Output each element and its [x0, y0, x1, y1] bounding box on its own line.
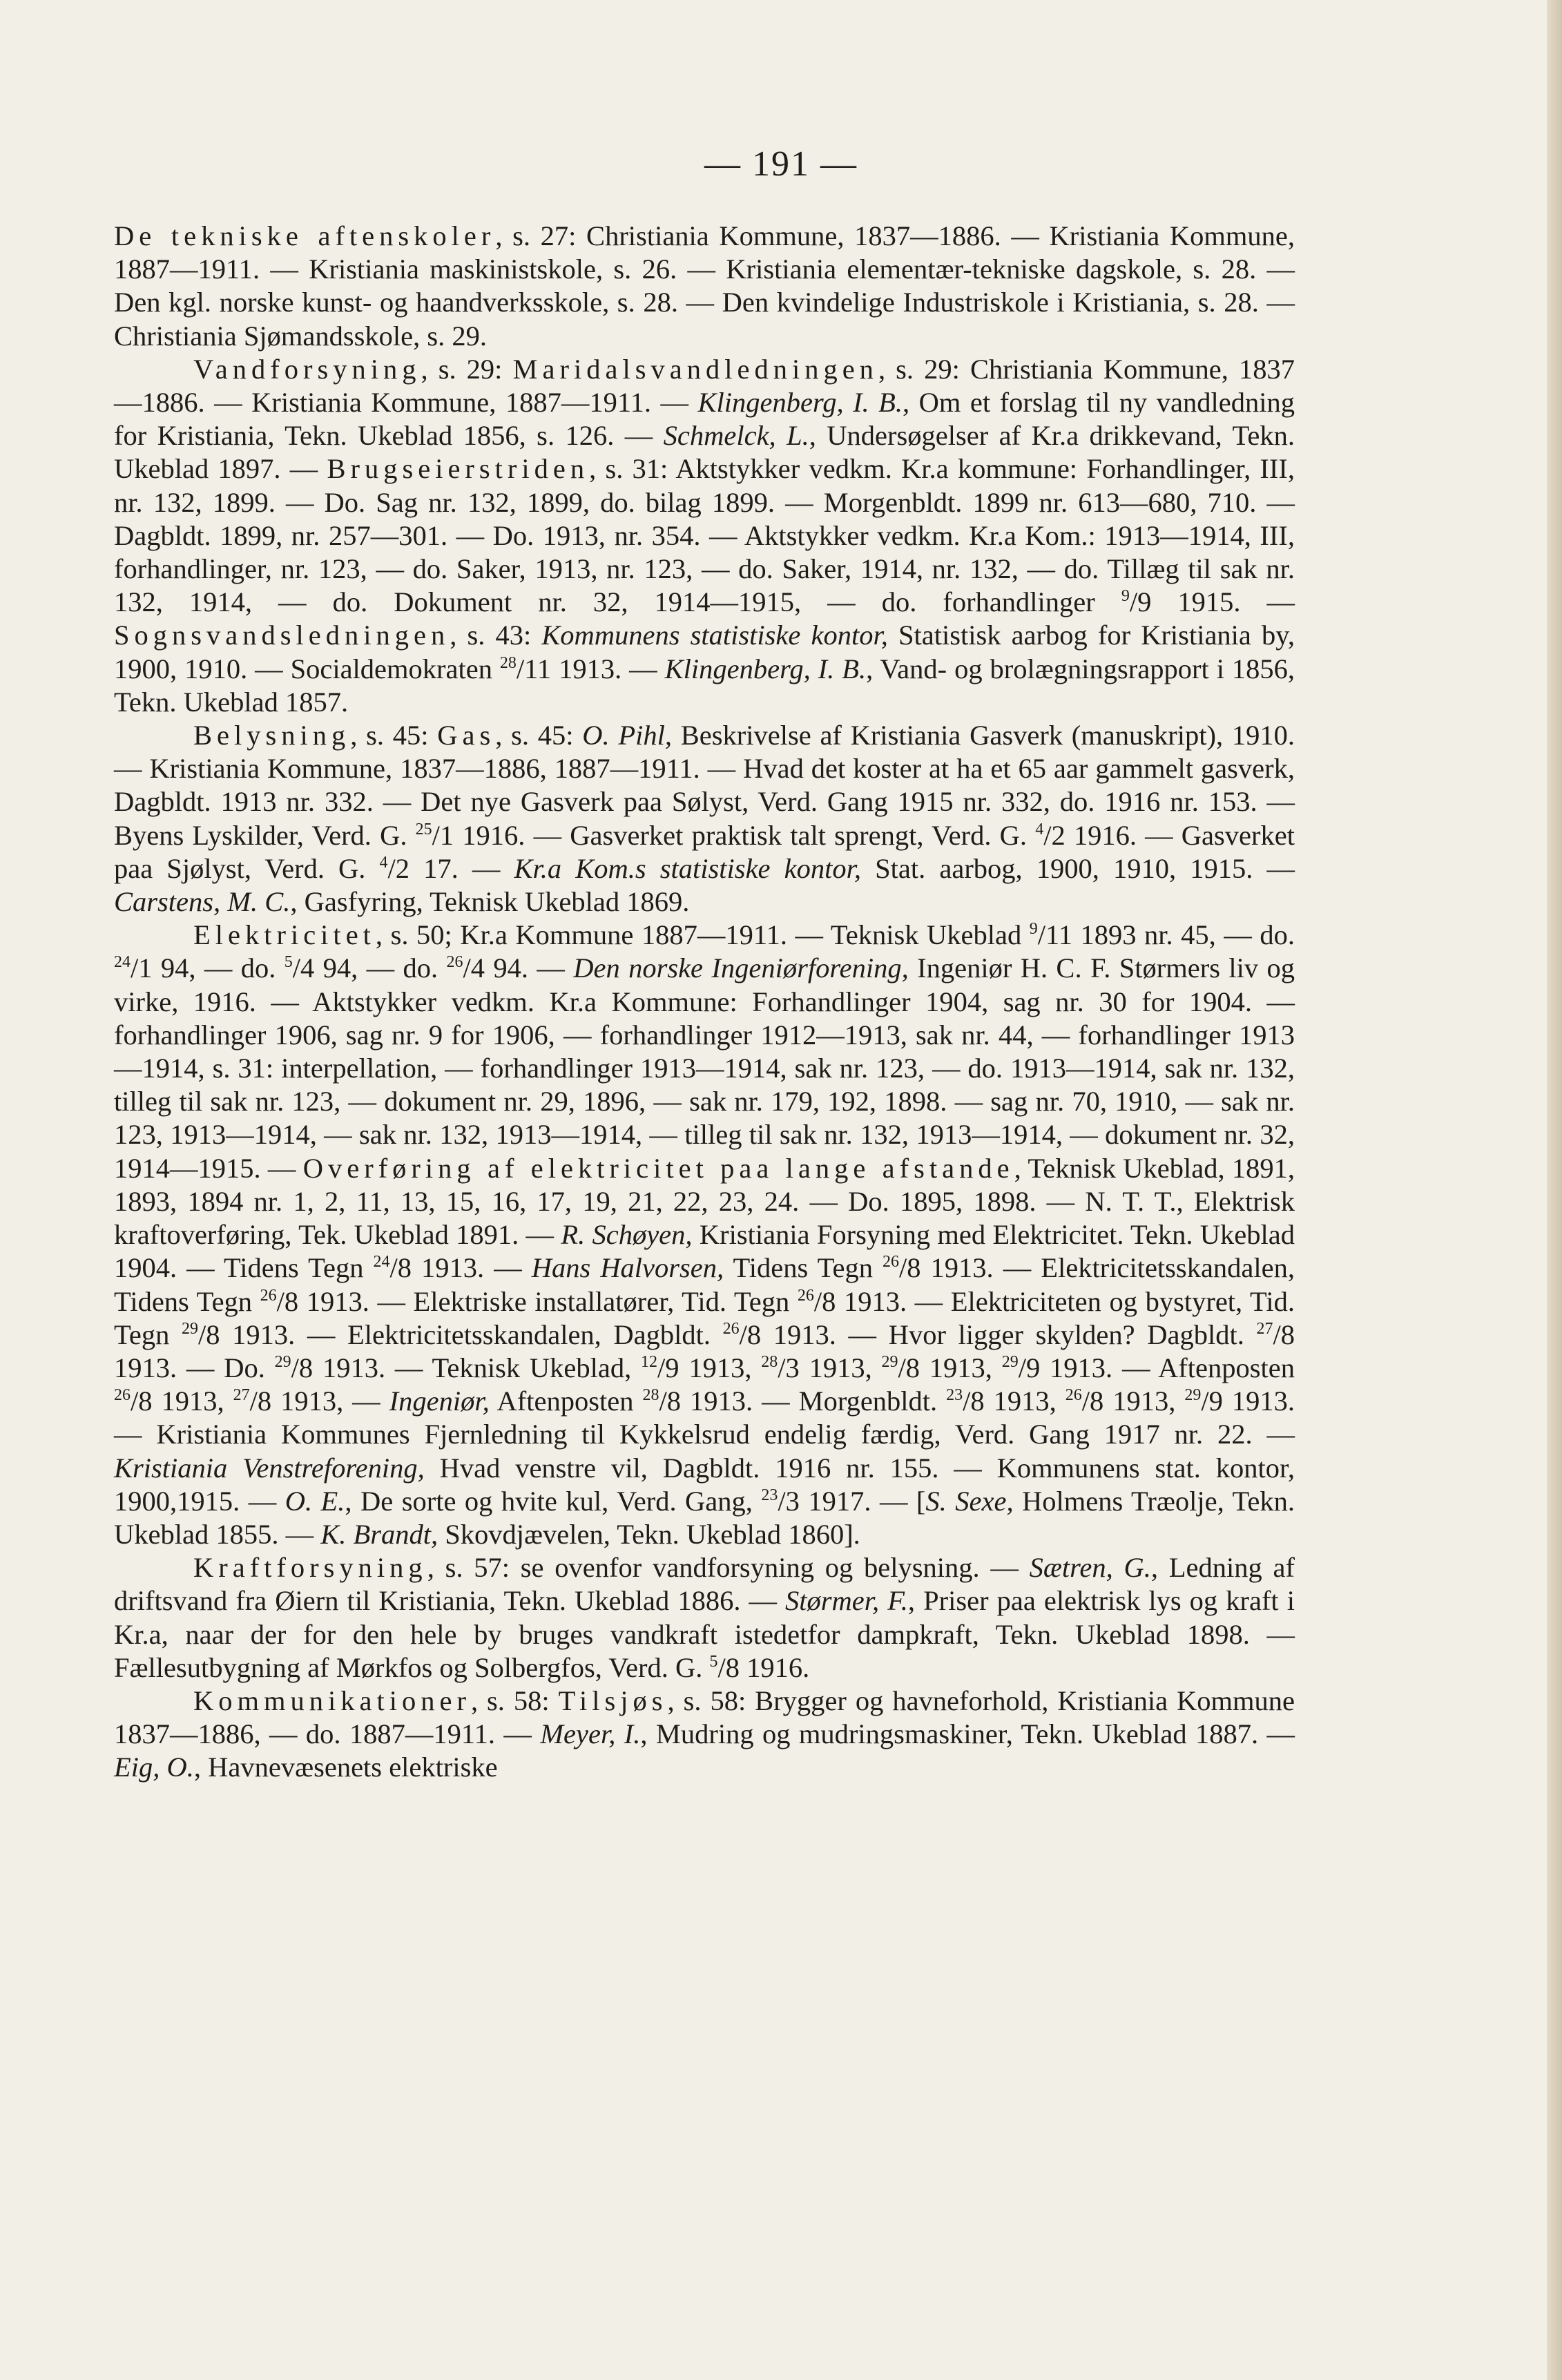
text-run: /8 1913,	[131, 1385, 233, 1417]
text-run: , s. 29:	[421, 353, 513, 385]
text-run: /9 1915. —	[1129, 586, 1295, 618]
text-run: /11 1913. —	[516, 653, 665, 684]
text-run: /8 1913,	[1081, 1385, 1185, 1417]
text-run: /8 1913. — Teknisk Ukeblad,	[291, 1352, 642, 1383]
italic-reference: Størmer, F.	[785, 1585, 908, 1617]
text-run: /8 1913. — Elektriciteten og bystyret, Tid. Tegn	[114, 1285, 1295, 1350]
text-run: Ingeniør H. C. F. Størmers liv og virke, 1916. — Aktstykker vedkm. Kr.a Kommune: Forhandlinger 1904, sag nr. 30 for 1904. — forhandlinger 1906, sag nr. 9 for 1906, — forhandlinger 1912—1913, sak nr. 44, — forhandlinger 1913—1914, s. 31: interpellation, — forhandlinger 1913—1914, sak nr. 123, — do. 1913—1914, sak nr. 132, tilleg til sak nr. 123, — dokument nr. 29, 1896, — sak nr. 179, 192, 1898. — sag nr. 70, 1910, — sak nr. 123, 1913—1914, — sak nr. 132, 1913—1914, — tilleg til sak nr. 132, 1913—1914, — dokument nr. 32, 1914—1915. —	[114, 952, 1295, 1184]
superscript: 24	[114, 953, 131, 972]
text-run: Aftenposten	[489, 1385, 643, 1417]
text-run: /1 1916. — Gasverket praktisk talt sprengt, Verd. G.	[432, 819, 1036, 851]
section-heading: Brugseierstriden	[327, 453, 590, 485]
superscript: 29	[1001, 1352, 1019, 1371]
section-heading: Belysning	[193, 720, 351, 751]
text-run: /8 1913. —	[389, 1252, 532, 1284]
superscript: 26	[722, 1319, 740, 1338]
italic-reference: K. Brandt,	[320, 1518, 438, 1550]
text-run: , Teknisk Ukeblad, 1891, 1893, 1894 nr. 1, 2, 11, 13, 15, 16, 17, 19, 21, 22, 23, 24. — Do. 1895, 1898. — N. T. T., Elektrisk kraftoverføring, Tek. Ukeblad 1891. —	[114, 1152, 1295, 1251]
italic-reference: Klingenberg, I. B.	[664, 653, 867, 684]
italic-reference: Kristiania Venstreforening,	[114, 1452, 425, 1484]
text-run: , s. 57: se ovenfor vandforsyning og belysning. —	[427, 1552, 1030, 1584]
superscript: 27	[1256, 1319, 1273, 1338]
text-run: , De sorte og hvite kul, Verd. Gang,	[345, 1485, 762, 1517]
paragraph	[114, 353, 1295, 719]
text-run: /8 1913. — Do.	[114, 1318, 1295, 1383]
paragraph	[114, 1685, 1295, 1785]
text-run: Kristiania Forsyning med Elektricitet. Tekn. Ukeblad 1904. — Tidens Tegn	[114, 1219, 1295, 1284]
superscript: 26	[446, 953, 463, 972]
superscript: 25	[415, 820, 432, 838]
paragraph	[114, 220, 1295, 353]
text-run: /8 1913. — Elektricitetsskandalen, Tidens Tegn	[114, 1252, 1295, 1317]
text-run: Tidens Tegn	[724, 1252, 883, 1284]
text-run: , s. 58: Brygger og havneforhold, Kristiania Kommune 1837—1886, — do. 1887—1911. —	[114, 1685, 1295, 1750]
italic-reference: Carstens, M. C.	[114, 886, 291, 918]
section-heading: Kommunikationer	[193, 1685, 471, 1716]
paragraph	[114, 719, 1295, 919]
superscript: 29	[881, 1352, 898, 1371]
superscript: 26	[797, 1286, 814, 1305]
text-run: , s. 43:	[450, 620, 542, 651]
italic-reference: Klingenberg, I. B.	[697, 387, 903, 419]
text-run: Skovdjævelen, Tekn. Ukeblad 1860].	[438, 1518, 860, 1550]
superscript: 28	[761, 1352, 778, 1371]
text-run: , Priser paa elektrisk lys og kraft i Kr.a, naar der for den hele by bruges vandkraft istedetfor dampkraft, Tekn. Ukeblad 1898. — Fællesutbygning af Mørkfos og Solbergfos, Verd. G.	[114, 1585, 1295, 1683]
text-run: /3 1913,	[778, 1352, 882, 1383]
italic-reference: Schmelck, L.	[663, 420, 809, 452]
text-run: /8 1913,	[963, 1385, 1066, 1417]
italic-reference: S. Sexe,	[925, 1485, 1014, 1517]
text-run: /4 94, — do.	[292, 952, 447, 984]
text-run: , s. 29: Christiania Kommune, 1837—1886. — Kristiania Kommune, 1887—1911. —	[114, 353, 1295, 419]
section-heading: Vandforsyning	[193, 353, 421, 385]
italic-reference: Kommunens statistiske kontor,	[541, 620, 888, 651]
superscript: 4	[1035, 820, 1044, 838]
italic-reference: Sætren, G.	[1029, 1552, 1151, 1584]
superscript: 26	[260, 1286, 277, 1305]
superscript: 28	[642, 1386, 659, 1405]
italic-reference: Eig, O.	[114, 1752, 194, 1783]
text-run: , Ledning af driftsvand fra Øiern til Kristiania, Tekn. Ukeblad 1886. —	[114, 1552, 1295, 1617]
text-run: /8 1913. — Elektricitetsskandalen, Dagbldt.	[198, 1318, 723, 1350]
text-run: /4 94. —	[463, 952, 574, 984]
text-run: /2 17. —	[387, 852, 514, 884]
page-edge	[1547, 0, 1562, 2380]
italic-reference: Ingeniør,	[389, 1385, 490, 1417]
text-run: , s. 58:	[470, 1685, 559, 1716]
paragraph	[114, 919, 1295, 1551]
text-run: , Gasfyring, Teknisk Ukeblad 1869.	[290, 886, 690, 918]
text-run: /8 1916.	[717, 1651, 810, 1683]
italic-reference: O. Pihl,	[582, 720, 673, 751]
superscript: 29	[182, 1319, 199, 1338]
text-run: /9 1913,	[657, 1352, 762, 1383]
text-run: , s. 50; Kr.a Kommune 1887—1911. — Teknisk Ukeblad	[375, 919, 1030, 951]
superscript: 29	[274, 1352, 291, 1371]
body-text	[114, 220, 1295, 1785]
superscript: 5	[284, 953, 293, 972]
section-heading: Overføring af elektricitet paa lange afstande	[302, 1152, 1014, 1184]
italic-reference: R. Schøyen,	[561, 1219, 693, 1251]
text-run: /2 1916. — Gasverket paa Sjølyst, Verd. G.	[114, 819, 1295, 884]
superscript: 9	[1121, 587, 1130, 606]
text-run: Beskrivelse af Kristiania Gasverk (manuskript), 1910. — Kristiania Kommune, 1837—1886, 1887—1911. — Hvad det koster at ha et 65 aar gammelt gasverk, Dagbldt. 1913 nr. 332. — Det nye Gasverk paa Sølyst, Verd. Gang 1915 nr. 332, do. 1916 nr. 153. — Byens Lyskilder, Verd. G.	[114, 720, 1295, 851]
text-run: /9 1913. — Aftenposten	[1018, 1352, 1295, 1383]
italic-reference: Hans Halvorsen,	[531, 1252, 724, 1284]
paragraph	[114, 1551, 1295, 1685]
superscript: 4	[379, 853, 388, 872]
text-run: , s. 45:	[495, 720, 583, 751]
superscript: 26	[114, 1386, 131, 1405]
section-heading: Maridalsvandledningen	[512, 353, 878, 385]
section-heading: Sognsvandsledningen	[114, 620, 450, 651]
text-run: , s. 31: Aktstykker vedkm. Kr.a kommune: Forhandlinger, III, nr. 132, 1899. — Do. Sag nr. 132, 1899, do. bilag 1899. — Morgenbldt. 1899 nr. 613—680, 710. — Dagbldt. 1899, nr. 257—301. — Do. 1913, nr. 354. — Aktstykker vedkm. Kr.a Kom.: 1913—1914, III, forhandlinger, nr. 123, — do. Saker, 1913, nr. 123, — do. Saker, 1914, nr. 132, — do. Tillæg til sak nr. 132, 1914, — do. Dokument nr. 32, 1914—1915, — do. forhandlinger	[114, 453, 1295, 618]
text-run: , Havnevæsenets elektriske	[193, 1752, 498, 1783]
text-run: Hvad venstre vil, Dagbldt. 1916 nr. 155. — Kommunens stat. kontor, 1900,1915. —	[114, 1452, 1295, 1517]
superscript: 24	[373, 1253, 390, 1271]
text-run: /11 1893 nr. 45, — do.	[1037, 919, 1295, 951]
italic-reference: Den norske Ingeniørforening,	[573, 952, 909, 984]
text-run: , Vand- og brolægningsrapport i 1856, Tekn. Ukeblad 1857.	[114, 653, 1295, 718]
text-run: /8 1913,	[898, 1352, 1002, 1383]
text-run: Holmens Træolje, Tekn. Ukeblad 1855. —	[114, 1485, 1295, 1550]
section-heading: Tilsjøs	[558, 1685, 668, 1716]
superscript: 28	[499, 653, 517, 672]
text-run: /1 94, — do.	[131, 952, 285, 984]
text-run: /8 1913. — Elektriske installatører, Tid. Tegn	[276, 1285, 798, 1317]
text-run: /8 1913, —	[249, 1385, 389, 1417]
superscript: 27	[233, 1386, 250, 1405]
text-run: , s. 27: Christiania Kommune, 1837—1886. — Kristiania Kommune, 1887—1911. — Kristiania maskinistskole, s. 26. — Kristiania elementær-tekniske dagskole, s. 28. — Den kgl. norske kunst- og haandverksskole, s. 28. — Den kvindelige Industriskole i Kristiania, s. 28. — Christiania Sjømandsskole, s. 29.	[114, 220, 1295, 352]
text-run: , s. 45:	[350, 720, 438, 751]
section-heading: Gas	[437, 720, 496, 751]
superscript: 29	[1184, 1386, 1202, 1405]
section-heading: De tekniske aftenskoler	[114, 220, 496, 251]
text-run: , Undersøgelser af Kr.a drikkevand, Tekn. Ukeblad 1897. —	[114, 420, 1295, 485]
text-run: /9 1913. — Kristiania Kommunes Fjernledning til Kykkelsrud endelig færdig, Verd. Gang 1917 nr. 22. —	[114, 1385, 1295, 1450]
text-run: /8 1913. — Hvor ligger skylden? Dagbldt.	[739, 1318, 1257, 1350]
text-run: , Mudring og mudringsmaskiner, Tekn. Ukeblad 1887. —	[640, 1718, 1295, 1750]
superscript: 26	[883, 1253, 900, 1271]
section-heading: Elektricitet	[193, 919, 376, 951]
superscript: 5	[709, 1652, 718, 1671]
superscript: 26	[1065, 1386, 1082, 1405]
superscript: 12	[641, 1352, 658, 1371]
text-run: , Om et forslag til ny vandledning for Kristiania, Tekn. Ukeblad 1856, s. 126. —	[114, 387, 1295, 452]
section-heading: Kraftforsyning	[193, 1552, 427, 1584]
text-run: /8 1913. — Morgenbldt.	[659, 1385, 947, 1417]
superscript: 23	[761, 1486, 778, 1504]
italic-reference: O. E.	[285, 1485, 345, 1517]
superscript: 23	[946, 1386, 963, 1405]
italic-reference: Kr.a Kom.s statistiske kontor,	[514, 852, 862, 884]
text-run: Statistisk aarbog for Kristiania by, 1900, 1910. — Socialdemokraten	[114, 620, 1295, 684]
italic-reference: Meyer, I.	[540, 1718, 641, 1750]
page-number: — 191 —	[704, 144, 858, 184]
superscript: 9	[1029, 920, 1038, 939]
text-run: Stat. aarbog, 1900, 1910, 1915. —	[861, 852, 1295, 884]
text-run: /3 1917. — [	[778, 1485, 926, 1517]
